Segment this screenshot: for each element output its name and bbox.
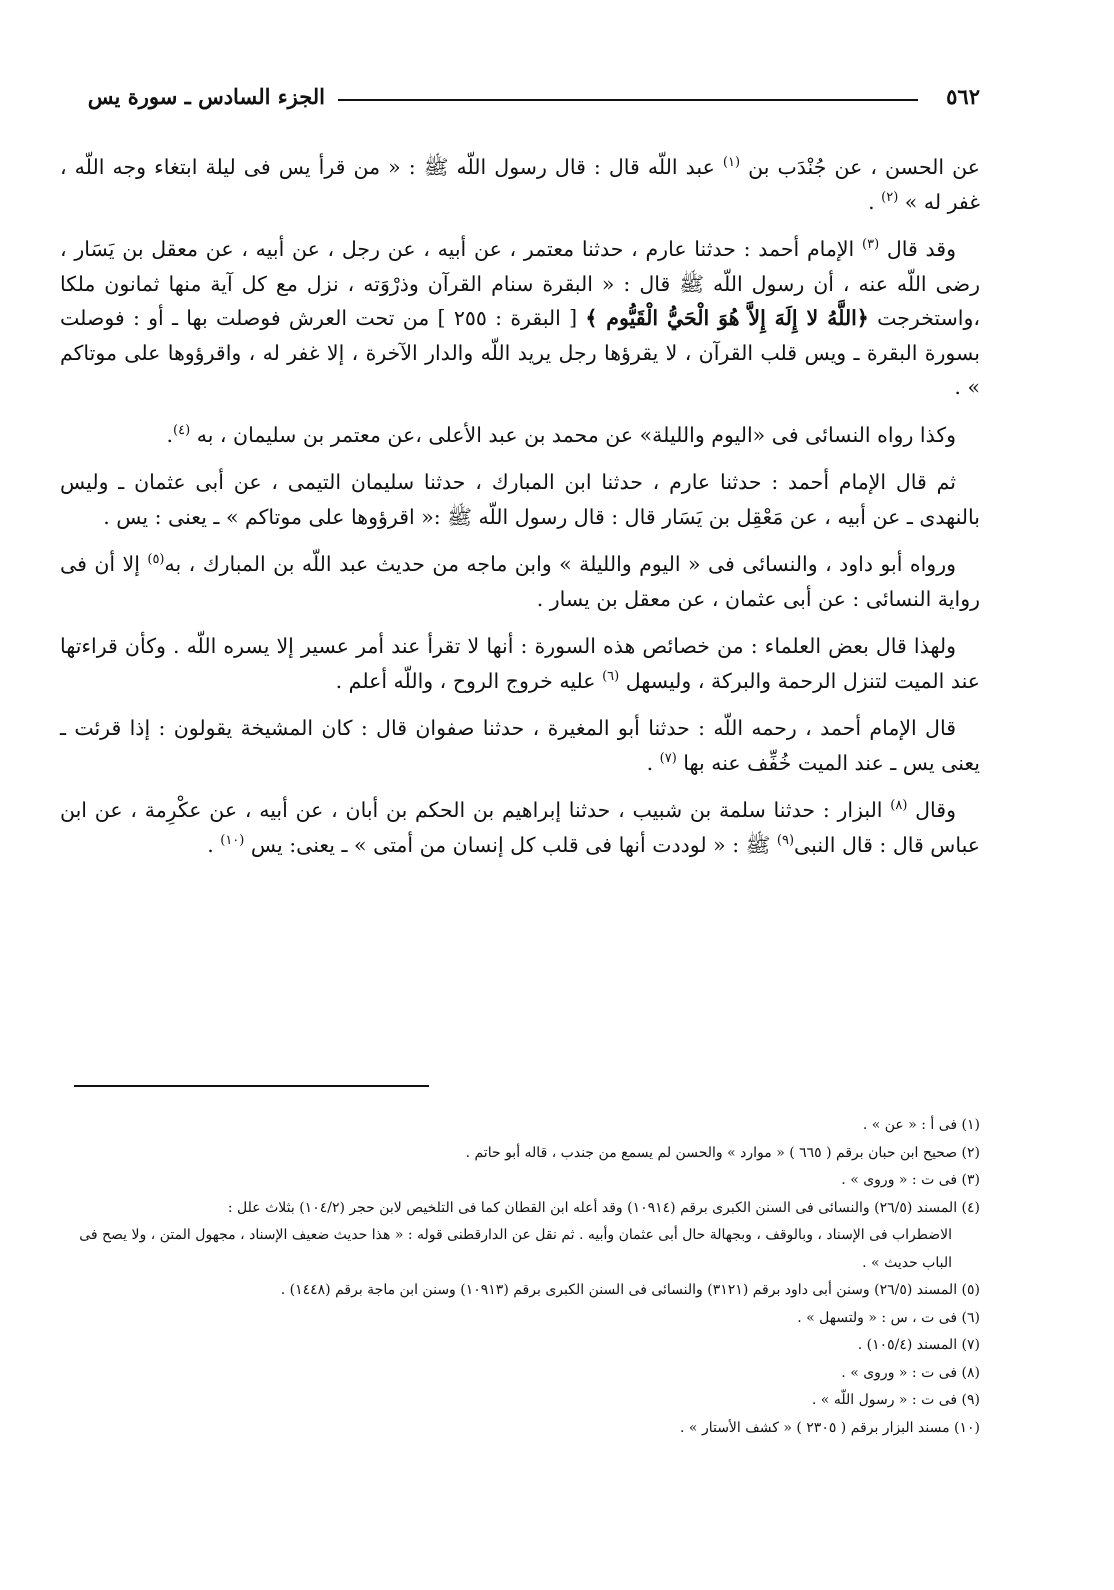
paragraph-text: وقد قال <box>879 237 957 261</box>
footnote-marker: (٦) <box>602 668 620 684</box>
footnote-marker: (٢) <box>881 189 899 205</box>
footnote <box>60 1415 980 1443</box>
page-number: ٥٦٢ <box>946 84 980 109</box>
footnote-marker: (٨) <box>890 798 908 814</box>
footnote-marker: (١٠) <box>220 832 245 848</box>
paragraph-text: وقال <box>907 798 956 822</box>
paragraph <box>60 711 980 780</box>
paragraph-text: . <box>207 832 221 857</box>
book-page <box>60 0 980 1590</box>
footnote <box>60 1332 980 1360</box>
footnote-text: (٨) فى ت : « وروى » . <box>841 1364 980 1381</box>
paragraph <box>60 418 980 453</box>
footnote-text: (٩) فى ت : « رسول اللّه » . <box>811 1392 980 1408</box>
paragraph <box>60 232 980 405</box>
footnote <box>60 1387 980 1415</box>
footnote-marker: (٥) <box>147 552 165 568</box>
footnote-marker: (٣) <box>862 237 880 253</box>
paragraph-text: . <box>166 422 174 447</box>
paragraph <box>60 629 980 698</box>
footnote-separator <box>74 1085 429 1087</box>
paragraph-text: ورواه أبو داود ، والنسائى فى « اليوم والليلة » وابن ماجه من حديث عبد اللّه بن المبارك ، به <box>164 552 956 576</box>
paragraph <box>60 150 980 219</box>
footnote <box>60 1305 980 1333</box>
header-rule <box>338 99 918 101</box>
paragraph <box>60 793 980 862</box>
paragraph-text: قال الإمام أحمد ، رحمه اللّه : حدثنا أبو المغيرة ، حدثنا صفوان قال : كان المشيخة يقولون : إذا قرئت ـ يعنى يس ـ عند الميت خُفِّف عنه بها <box>60 716 980 775</box>
paragraph-text: [ البقرة : ٢٥٥ ] من تحت العرش فوصلت بها ـ أو : فوصلت بسورة البقرة ـ ويس قلب القرآن ، لا يقرؤها رجل يريد اللّه والدار الآخرة ، إلا غفر له ، واقرؤوها على موتاكم » . <box>60 306 980 399</box>
paragraph-text: . <box>646 750 660 775</box>
footnote <box>60 1140 980 1168</box>
footnote-text: (٦) فى ت ، س : « ولتسهل » . <box>797 1309 980 1326</box>
paragraph <box>60 465 980 534</box>
footnote-text: الاضطراب فى الإسناد ، وبالوقف ، وبجهالة حال أبى عثمان وأبيه . ثم نقل عن الدارقطنى قوله : « هذا حديث ضعيف الإسناد ، مجهول المتن ، ولا يصح فى الباب حديث » . <box>79 1227 952 1271</box>
paragraph-text: ﷺ : « لوددت أنها فى قلب كل إنسان من أمتى » ـ يعنى: يس <box>244 832 777 857</box>
footnote-text: (٧) المسند (١٠٥/٤) . <box>857 1337 980 1353</box>
paragraph-text: . <box>868 189 882 214</box>
paragraph-text: عليه خروج الروح ، واللّه أعلم . <box>335 668 603 693</box>
footnotes <box>60 1112 980 1442</box>
footnote-marker: (٤) <box>173 422 191 438</box>
quran-verse: ﴿اللَّهُ لا إِلَهَ إِلاَّ هُوَ الْحَيُّ الْقَيُّوم ﴾ <box>585 306 869 330</box>
footnote <box>60 1167 980 1195</box>
footnote-text: (١٠) مسند البزار برقم ( ٢٣٠٥ ) « كشف الأستار » . <box>680 1419 980 1436</box>
footnote-text: (٢) صحيح ابن حبان برقم ( ٦٦٥ ) « موارد » والحسن لم يسمع من جندب ، قاله أبو حاتم . <box>465 1144 980 1161</box>
footnote <box>60 1195 980 1278</box>
paragraph-text: ولهذا قال بعض العلماء : من خصائص هذه السورة : أنها لا تقرأ عند أمر عسير إلا يسره اللّه . وكأن قراءتها عند الميت لتنزل الرحمة والبركة ، وليسهل <box>60 634 980 693</box>
paragraph-text: الإمام أحمد : حدثنا عارم ، حدثنا معتمر ، عن أبيه ، عن رجل ، عن أبيه ، عن معقل بن يَسَار ، رضى اللّه عنه ، أن رسول اللّه ﷺ قال : « البقرة سنام القرآن وذرْوَته ، نزل مع كل آية منها ثمانون ملكا ،واستخرجت <box>60 237 980 330</box>
paragraph <box>60 547 980 616</box>
paragraph-text: إلا أن فى رواية النسائى : عن أبى عثمان ، عن معقل بن يسار . <box>60 552 980 611</box>
footnote <box>60 1112 980 1140</box>
paragraph-text: ثم قال الإمام أحمد : حدثنا عارم ، حدثنا ابن المبارك ، حدثنا سليمان التيمى ، عن أبى عثمان ـ وليس بالنهدى ـ عن أبيه ، عن مَعْقِل بن يَسَار قال : قال رسول اللّه ﷺ :« اقرؤوها على موتاكم » ـ يعنى : يس . <box>60 470 980 529</box>
footnote-text: (١) فى أ : « عن » . <box>862 1117 980 1133</box>
footnote-marker: (٧) <box>659 750 677 766</box>
footnote-marker: (١) <box>722 155 741 171</box>
footnote-text: (٤) المسند (٢٦/٥) والنسائى فى السنن الكبرى برقم (١٠٩١٤) وقد أعله ابن القطان كما فى التلخيص لابن حجر (١٠٤/٢) بثلاث علل : <box>227 1199 980 1216</box>
paragraph-text: عن الحسن ، عن جُنْدَب بن <box>740 155 981 179</box>
paragraph-text: البزار : حدثنا سلمة بن شبيب ، حدثنا إبراهيم بن الحكم بن أبان ، عن أبيه ، عن عكْرِمة ، عن ابن عباس قال : قال النبى <box>60 798 980 857</box>
footnote <box>60 1277 980 1305</box>
main-text <box>60 150 980 875</box>
running-title: الجزء السادس ـ سورة يس <box>87 84 325 109</box>
footnote <box>60 1360 980 1388</box>
running-header <box>60 78 980 118</box>
footnote-text: (٥) المسند (٢٦/٥) وسنن أبى داود برقم (٣١٢١) والنسائى فى السنن الكبرى برقم (١٠٩١٣) وسنن ابن ماجة برقم (١٤٤٨) . <box>280 1282 980 1298</box>
paragraph-text: وكذا رواه النسائى فى «اليوم والليلة» عن محمد بن عبد الأعلى ،عن معتمر بن سليمان ، به <box>190 422 956 447</box>
footnote-text: (٣) فى ت : « وروى » . <box>841 1172 980 1188</box>
footnote-marker: (٩) <box>776 832 795 848</box>
paragraph-text: عبد اللّه قال : قال رسول اللّه ﷺ : « من قرأ يس فى ليلة ابتغاء وجه اللّه ، غفر له » <box>60 155 980 214</box>
